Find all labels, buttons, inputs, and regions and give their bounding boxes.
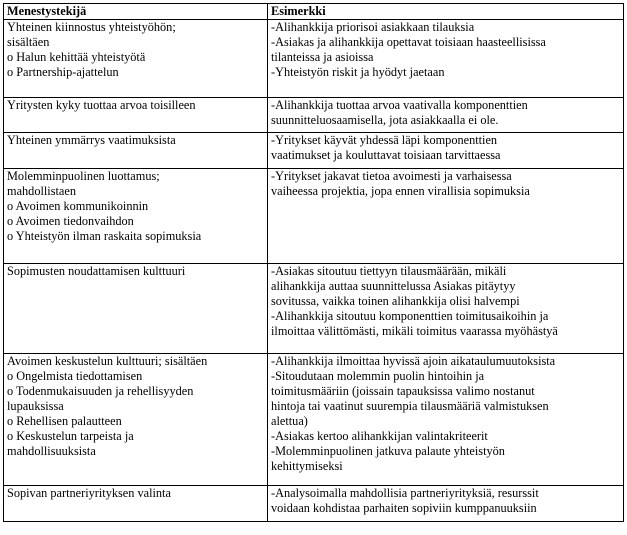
example-line: -Asiakas sitoutuu tiettyyn tilausmäärään, mikäli bbox=[271, 264, 507, 278]
example-line: -Alihankkija sitoutuu komponenttien toimitusaikoihin ja bbox=[271, 309, 549, 323]
success-factor-cell bbox=[4, 20, 268, 98]
success-factor-cell bbox=[4, 169, 268, 264]
example-line: kehittymiseksi bbox=[271, 459, 343, 473]
table-body bbox=[4, 20, 624, 522]
success-factor-line: o Avoimen tiedonvaihdon bbox=[7, 214, 134, 228]
example-cell bbox=[268, 169, 624, 264]
table-row bbox=[4, 20, 624, 98]
example-line: -Yritykset käyvät yhdessä läpi komponenttien bbox=[271, 133, 498, 147]
example-line: tilanteissa ja asioissa bbox=[271, 50, 374, 64]
table-row bbox=[4, 133, 624, 169]
example-cell bbox=[268, 20, 624, 98]
example-line: -Sitoudutaan molemmin puolin hintoihin ja bbox=[271, 369, 485, 383]
success-factor-line: mahdollistaen bbox=[7, 184, 76, 198]
example-line: alettua) bbox=[271, 414, 308, 428]
example-line: alihankkija auttaa suunnittelussa Asiakas pitäytyy bbox=[271, 279, 516, 293]
success-factor-line: o Partnership-ajattelun bbox=[7, 65, 119, 79]
success-factor-line: sisältäen bbox=[7, 35, 50, 49]
example-line: hintoja tai vaatinut suurempia tilausmääriä valmistuksen bbox=[271, 399, 549, 413]
success-factor-cell bbox=[4, 98, 268, 133]
success-factor-line: Sopivan partneriyrityksen valinta bbox=[7, 486, 171, 500]
example-line: -Molemminpuolinen jatkuva palaute yhteistyön bbox=[271, 444, 505, 458]
success-factor-line: Avoimen keskustelun kulttuuri; sisältäen bbox=[7, 354, 208, 368]
table-row bbox=[4, 264, 624, 354]
success-factor-cell bbox=[4, 354, 268, 486]
table-row bbox=[4, 486, 624, 522]
example-cell bbox=[268, 354, 624, 486]
success-factor-line: o Keskustelun tarpeista ja bbox=[7, 429, 134, 443]
example-cell bbox=[268, 486, 624, 522]
success-factor-line: o Rehellisen palautteen bbox=[7, 414, 122, 428]
success-factor-cell bbox=[4, 486, 268, 522]
example-line: ilmoittaa välittömästi, mikäli toimitus vaarassa myöhästyä bbox=[271, 324, 558, 338]
success-factor-line: o Halun kehittää yhteistyötä bbox=[7, 50, 146, 64]
success-factor-line: mahdollisuuksista bbox=[7, 444, 96, 458]
example-line: sovitussa, vaikka toinen alihankkija olisi halvempi bbox=[271, 294, 520, 308]
example-line: suunnitteluosaamisella, jota asiakkaalla ei ole. bbox=[271, 113, 499, 127]
example-line: vaiheessa projektia, jopa ennen virallisia sopimuksia bbox=[271, 184, 530, 198]
success-factor-line: Yhteinen kiinnostus yhteistyöhön; bbox=[7, 20, 176, 34]
success-factor-line: o Todenmukaisuuden ja rehellisyyden bbox=[7, 384, 194, 398]
success-factors-table bbox=[3, 3, 624, 522]
example-cell bbox=[268, 133, 624, 169]
example-line: -Asiakas ja alihankkija opettavat toisiaan haasteellisissa bbox=[271, 35, 546, 49]
success-factor-line: Molemminpuolinen luottamus; bbox=[7, 169, 160, 183]
table-row bbox=[4, 98, 624, 133]
success-factor-line: Yritysten kyky tuottaa arvoa toisilleen bbox=[7, 98, 196, 112]
table-header-row bbox=[4, 4, 624, 20]
success-factor-cell bbox=[4, 133, 268, 169]
example-cell bbox=[268, 98, 624, 133]
header-success-factor: Menestystekijä bbox=[4, 4, 268, 20]
example-line: -Alihankkija priorisoi asiakkaan tilauksia bbox=[271, 20, 475, 34]
example-line: -Yritykset jakavat tietoa avoimesti ja varhaisessa bbox=[271, 169, 512, 183]
table-row bbox=[4, 354, 624, 486]
success-factor-line: Yhteinen ymmärrys vaatimuksista bbox=[7, 133, 176, 147]
example-line: voidaan kohdistaa parhaiten sopiviin kumppanuuksiin bbox=[271, 501, 537, 515]
example-cell bbox=[268, 264, 624, 354]
success-factor-line: o Ongelmista tiedottamisen bbox=[7, 369, 143, 383]
success-factor-line: o Avoimen kommunikoinnin bbox=[7, 199, 149, 213]
example-line: -Yhteistyön riskit ja hyödyt jaetaan bbox=[271, 65, 445, 79]
example-line: -Analysoimalla mahdollisia partneriyrityksiä, resurssit bbox=[271, 486, 539, 500]
header-example: Esimerkki bbox=[268, 4, 624, 20]
table-row bbox=[4, 169, 624, 264]
success-factor-line: Sopimusten noudattamisen kulttuuri bbox=[7, 264, 186, 278]
example-line: -Asiakas kertoo alihankkijan valintakriteerit bbox=[271, 429, 488, 443]
example-line: -Alihankkija ilmoittaa hyvissä ajoin aikataulumuutoksista bbox=[271, 354, 556, 368]
example-line: toimitusmääriin (joissain tapauksissa valimo nostanut bbox=[271, 384, 535, 398]
success-factor-cell bbox=[4, 264, 268, 354]
example-line: -Alihankkija tuottaa arvoa vaativalla komponenttien bbox=[271, 98, 528, 112]
success-factor-line: o Yhteistyön ilman raskaita sopimuksia bbox=[7, 229, 202, 243]
success-factor-line: lupauksissa bbox=[7, 399, 64, 413]
example-line: vaatimukset ja kouluttavat toisiaan tarvittaessa bbox=[271, 148, 501, 162]
